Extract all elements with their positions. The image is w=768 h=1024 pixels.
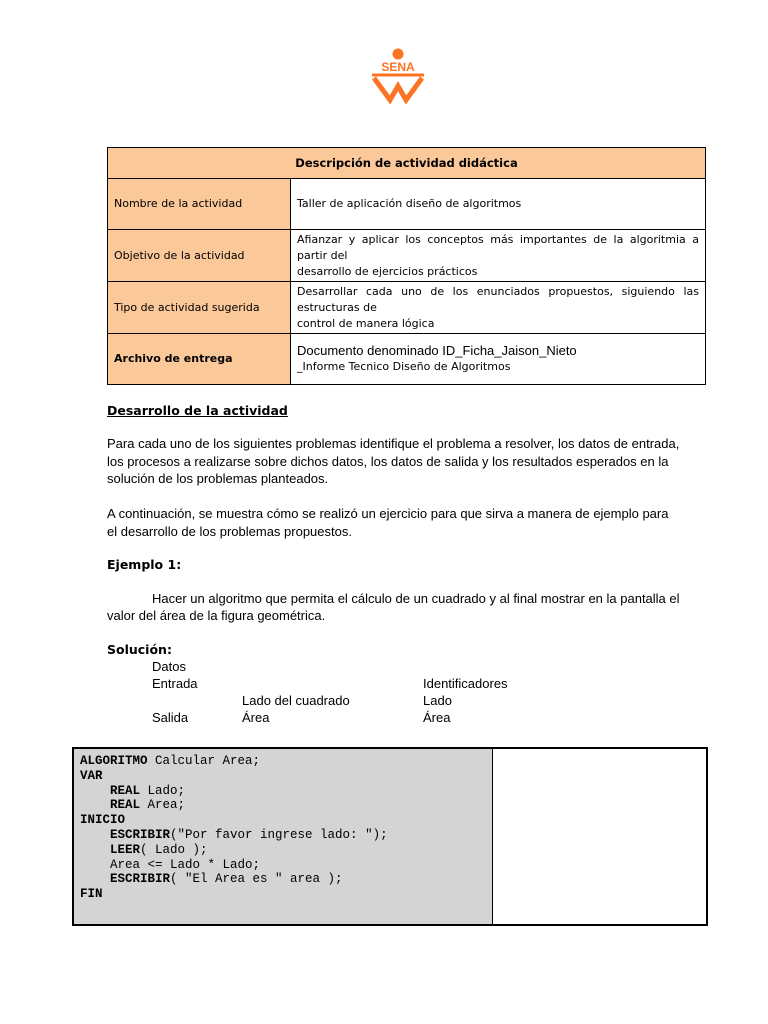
code-keyword: ESCRIBIR: [110, 872, 171, 887]
example-text-line: Hacer un algoritmo que permita el cálculo de un cuadrado y al final mostrar en la pantalla el: [152, 591, 680, 606]
code-line: [80, 769, 388, 784]
example-title: Ejemplo 1:: [107, 557, 182, 572]
code-line: [80, 887, 388, 902]
code-indent: [80, 798, 110, 812]
solution-title: Solución:: [107, 642, 172, 657]
row-value: [291, 282, 706, 334]
table-row: [108, 179, 706, 230]
code-keyword: LEER: [110, 842, 141, 857]
code-text: Lado;: [140, 783, 186, 798]
paragraph-example-intro: [107, 505, 667, 540]
pseudocode-box: [72, 747, 494, 926]
code-keyword: FIN: [80, 887, 103, 902]
code-line: [80, 843, 388, 858]
pseudocode: [80, 754, 388, 902]
logo-text: SENA: [381, 60, 415, 74]
code-line: [80, 754, 388, 769]
code-text: Area <= Lado * Lado;: [110, 857, 261, 872]
solution-area-identifier: Área: [423, 710, 451, 725]
code-text: Area;: [140, 798, 186, 813]
code-text: Calcular Area;: [147, 754, 261, 768]
solution-datos: Datos: [152, 659, 186, 674]
activity-description-table: [107, 147, 706, 385]
row-value: [291, 230, 706, 282]
table-row: [108, 230, 706, 282]
row-label: Nombre de la actividad: [108, 179, 291, 230]
table-row: [108, 282, 706, 334]
solution-identificadores: Identificadores: [423, 676, 508, 691]
example-text-line: valor del área de la figura geométrica.: [107, 608, 326, 623]
code-keyword: INICIO: [80, 813, 126, 828]
code-line: [80, 784, 388, 799]
code-indent: [80, 828, 110, 842]
row-value-line: _Informe Tecnico Diseño de Algoritmos: [297, 360, 511, 373]
paragraph-intro: [107, 435, 680, 488]
code-text: ("Por favor ingrese lado: ");: [170, 827, 388, 842]
paragraph-line: solución de los problemas planteados.: [107, 471, 329, 486]
code-keyword: REAL: [110, 783, 141, 798]
row-value-line: Desarrollar cada uno de los enunciados propuestos, siguiendo las estructuras de: [297, 284, 699, 314]
code-text: ( "El Area es " area );: [170, 872, 343, 887]
sena-logo: [368, 48, 428, 104]
code-keyword: VAR: [80, 768, 103, 783]
code-indent: [80, 858, 110, 872]
solution-area: Área: [242, 710, 270, 725]
row-label: Tipo de actividad sugerida: [108, 282, 291, 334]
paragraph-line: Para cada uno de los siguientes problemas identifique el problema a resolver, los datos de entrada,: [107, 436, 680, 451]
section-title-desarrollo: Desarrollo de la actividad: [107, 403, 288, 418]
solution-lado-cuadrado: Lado del cuadrado: [242, 693, 350, 708]
paragraph-line: los procesos a realizarse sobre dichos datos, los datos de salida y los resultados esperados en la: [107, 453, 669, 469]
code-keyword: REAL: [110, 798, 141, 813]
row-label: Archivo de entrega: [108, 334, 291, 385]
solution-salida: Salida: [152, 710, 189, 725]
row-value-line: Afianzar y aplicar los conceptos más importantes de la algoritmia a partir del: [297, 232, 699, 262]
code-line: [80, 872, 388, 887]
row-value-line: desarrollo de ejercicios prácticos: [297, 264, 478, 278]
code-line: [80, 858, 388, 873]
row-value: [291, 334, 706, 385]
solution-lado: Lado: [423, 693, 452, 708]
code-line: [80, 813, 388, 828]
row-label: Objetivo de la actividad: [108, 230, 291, 282]
row-value-line: Documento denominado ID_Ficha_Jaison_Nieto: [297, 343, 577, 358]
solution-entrada: Entrada: [152, 676, 198, 691]
row-value: Taller de aplicación diseño de algoritmos: [291, 179, 706, 230]
code-indent: [80, 784, 110, 798]
paragraph-line: A continuación, se muestra cómo se realizó un ejercicio para que sirva a manera de ejemplo para: [107, 506, 669, 521]
empty-box: [492, 747, 708, 926]
paragraph-line: el desarrollo de los problemas propuestos.: [107, 523, 352, 539]
code-keyword: ALGORITMO: [80, 754, 148, 768]
code-indent: [80, 872, 110, 886]
code-indent: [80, 843, 110, 857]
row-value-line: control de manera lógica: [297, 316, 435, 330]
table-row: [108, 334, 706, 385]
code-line: [80, 828, 388, 843]
code-keyword: ESCRIBIR: [110, 827, 171, 842]
code-text: ( Lado );: [140, 842, 208, 857]
table-header: Descripción de actividad didáctica: [108, 148, 706, 179]
code-line: [80, 798, 388, 813]
